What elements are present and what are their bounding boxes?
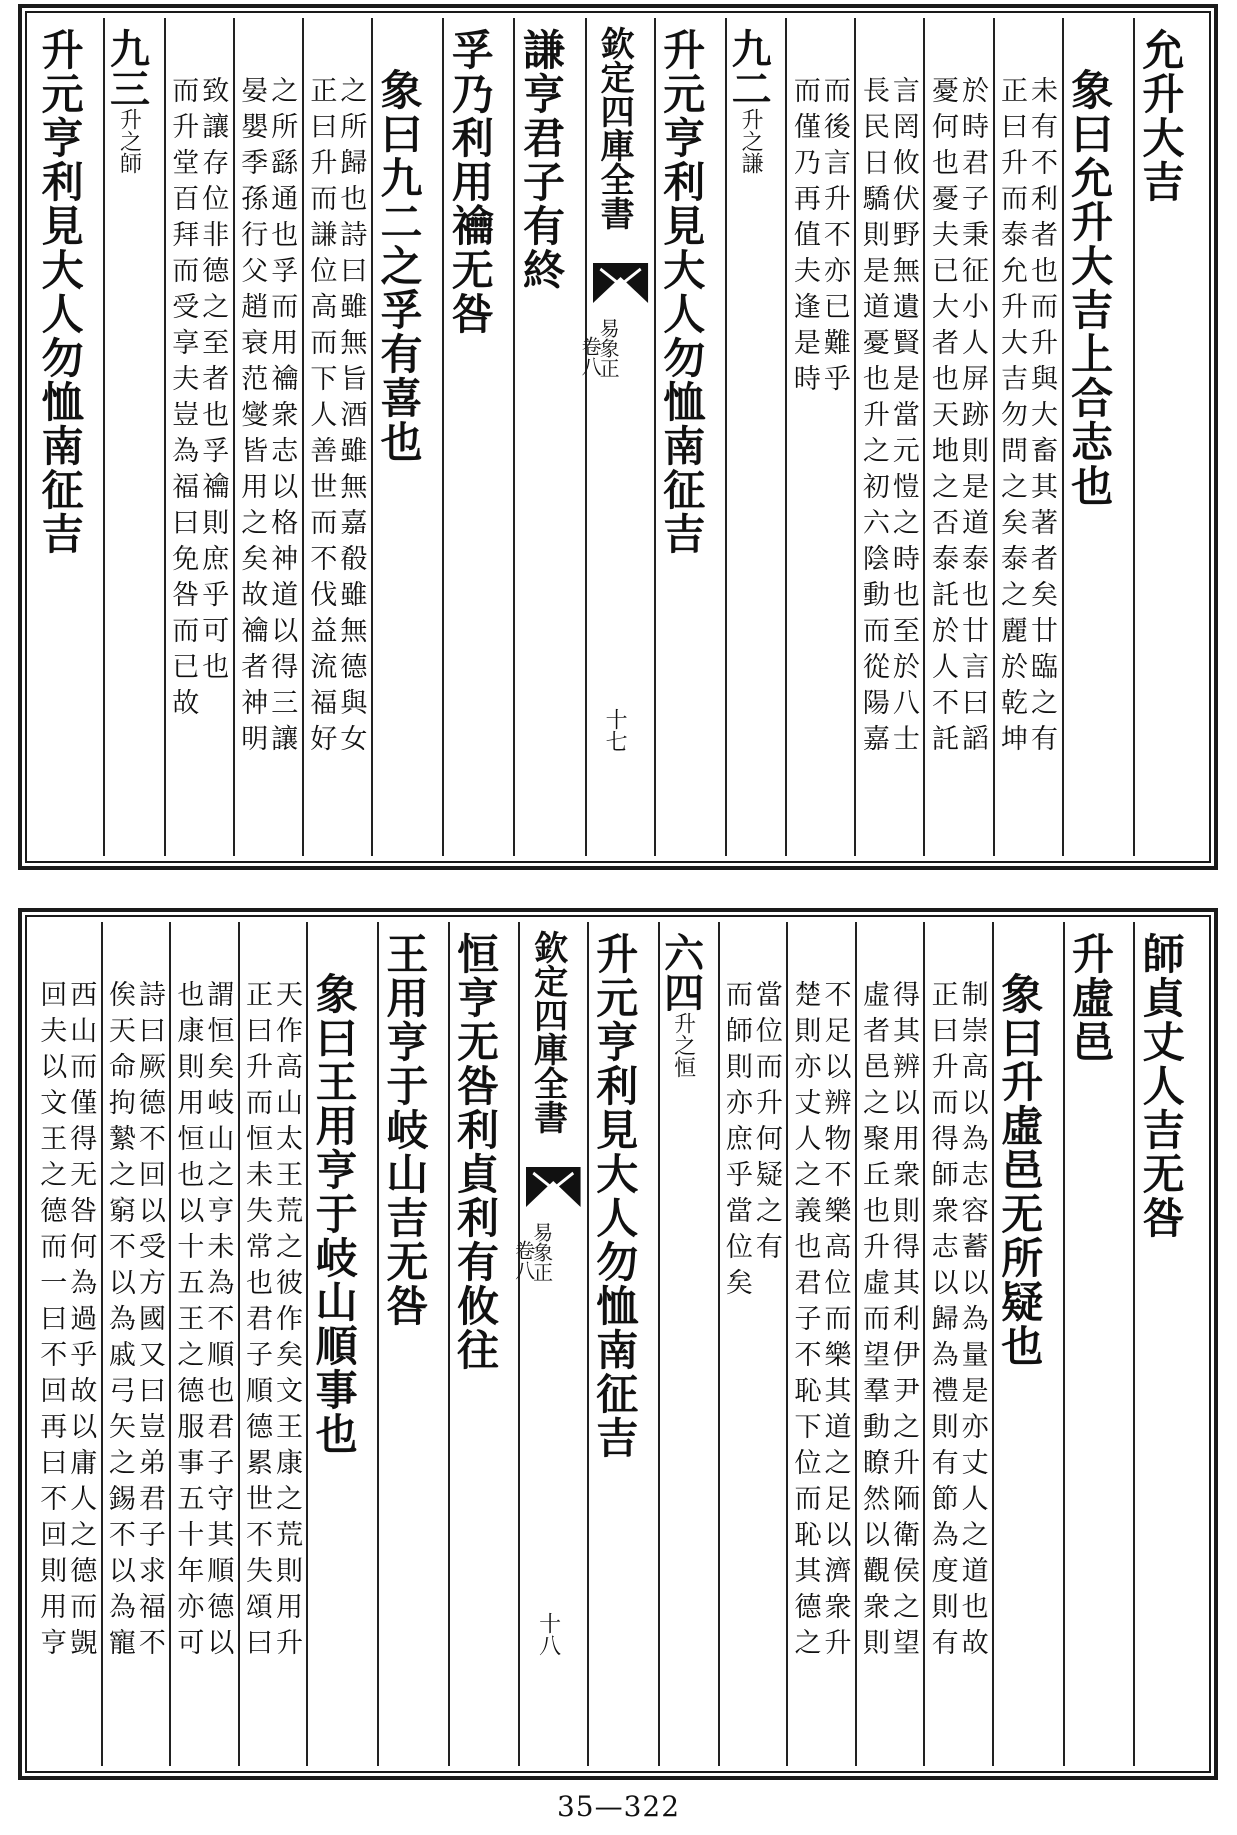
commentary-column [718,922,787,1766]
commentary-line: 正曰升而謙位高而下人善世而不伐益流福好 [305,76,337,760]
commentary-column [855,922,924,1766]
scripture-column [1062,18,1133,856]
commentary-line: 之所繇通也孚而用禴衆志以格神道以得三讓 [266,76,298,760]
commentary-line: 天作高山太王荒之彼作矣文王康之荒則用升 [270,980,302,1664]
folio-number: 十七 [602,708,628,752]
commentary-line: 而後言升不亦已難乎 [818,76,850,400]
commentary-line: 也康則用恒也以十五王之德服事五十年亦可 [172,980,204,1664]
scripture-column [1133,922,1204,1766]
scripture-column [371,18,442,856]
folio-number: 十八 [535,1612,561,1656]
scripture-column [587,922,658,1766]
commentary-line: 晏嬰季孫行父趙衰范燮皆用之矣故禴者神明 [236,76,268,760]
scripture-column [654,18,725,856]
scripture-column [1063,922,1134,1766]
main-text: 象曰允升大吉上合志也 [1065,68,1115,508]
line-label-column [725,18,785,856]
commentary-line: 未有不利者也而升與大畜其著者矣廿臨之有 [1026,76,1058,760]
commentary-line: 西山而僅得无咎何為過乎故以庸人之德而覬 [65,980,97,1664]
fishtail-ornament [593,263,648,303]
center-banner [578,18,654,856]
commentary-column [993,18,1062,856]
main-text: 謙亨君子有終 [516,28,566,292]
main-text: 允升大吉 [1136,28,1186,204]
commentary-line: 於時君子秉征小人屏跡則是道泰也廿言曰謟 [956,76,988,760]
commentary-column [786,922,855,1766]
commentary-column [854,18,923,856]
commentary-line: 謂恒矣岐山之亨未為不順也君子守其順德以 [202,980,234,1664]
commentary-line: 虛者邑之聚丘也升虛而望羣動瞭然以觀衆則 [858,980,890,1664]
main-text: 孚乃利用禴无咎 [445,28,495,336]
main-text: 升元亨利見大人勿恤南征吉 [35,28,85,556]
commentary-line: 長民日驕則是道憂也升之初六陰動而從陽嘉 [857,76,889,760]
main-text: 王用亨于岐山吉无咎 [380,932,430,1328]
commentary-line: 而升堂百拜而受享夫豈為福曰免咎而已故 [167,76,199,724]
commentary-line: 致讓存位非德之至者也孚禴則庶乎可也 [197,76,229,688]
scripture-column [377,922,448,1766]
book-name: 易象正 [529,1222,554,1282]
hexagram-note: 升之謙 [738,108,764,174]
bottom-page [18,908,1218,1780]
commentary-line: 得其辨以用衆則得其利伊尹之升陑衛侯之望 [888,980,920,1664]
line-label-column [658,922,718,1766]
top-page-columns [32,18,1204,856]
commentary-line: 正曰升而泰允升大吉勿問之矣泰之麗於乾坤 [996,76,1028,760]
line-label: 九二 [725,28,773,108]
main-text: 恒亨无咎利貞利有攸往 [451,932,501,1372]
commentary-line: 楚則亦丈人之義也君子不恥下位而恥其德之 [789,980,821,1664]
scripture-column [32,18,103,856]
hexagram-note: 升之師 [116,108,142,174]
commentary-column [238,922,307,1766]
volume-number: 卷八 [511,1240,536,1280]
main-text: 象曰升虛邑无所疑也 [995,972,1045,1368]
commentary-line: 不足以辨物不樂高位而樂其道之足以濟衆升 [819,980,851,1664]
commentary-line: 俟天命拘縶之窮不以為戚弓矢之錫不以為寵 [103,980,135,1664]
commentary-column [164,18,233,856]
fishtail-ornament [526,1167,581,1207]
commentary-line: 回夫以文王之德而一曰不回再曰不回則用亨 [35,980,67,1664]
commentary-line: 言罔攸伏野無遺賢是當元愷之時也至於八士 [887,76,919,760]
commentary-line: 正曰升而恒未失常也君子順德累世不失頌曰 [240,980,272,1664]
commentary-line: 當位而升何疑之有 [750,980,782,1268]
scripture-column [442,18,513,856]
scripture-column [306,922,377,1766]
commentary-line: 正曰升而得師衆志以歸為禮則有節為度則有 [926,980,958,1664]
line-label-column [103,18,163,856]
commentary-column [923,18,992,856]
main-text: 升元亨利見大人勿恤南征吉 [590,932,640,1460]
commentary-column [233,18,302,856]
top-page [18,4,1218,870]
commentary-line: 而僅乃再值夫逢是時 [788,76,820,400]
commentary-column [169,922,238,1766]
main-text: 象曰九二之孚有喜也 [374,68,424,464]
main-text: 師貞丈人吉无咎 [1136,932,1186,1240]
commentary-line: 憂何也憂夫已大者也天地之否泰託於人不託 [926,76,958,760]
commentary-column [101,922,170,1766]
main-text: 象曰王用亨于岐山順事也 [309,972,359,1456]
bottom-page-columns [32,922,1204,1766]
main-text: 升虛邑 [1065,932,1115,1064]
commentary-line: 制崇高以為志容蓄以為量是亦丈人之道也故 [956,980,988,1664]
scripture-column [992,922,1063,1766]
volume-number: 卷八 [578,336,603,376]
scripture-column [448,922,519,1766]
commentary-line: 而師則亦庶乎當位矣 [720,980,752,1304]
commentary-column [785,18,854,856]
page-number-footer: 35—322 [556,1790,681,1823]
hexagram-note: 升之恒 [670,1012,696,1078]
commentary-line: 詩曰厥德不回以受方國又曰豈弟君子求福不 [133,980,165,1664]
scripture-column [513,18,584,856]
banner-title: 欽定四庫全書 [527,930,568,1134]
main-text: 升元亨利見大人勿恤南征吉 [657,28,707,556]
center-banner [511,922,587,1766]
commentary-column [923,922,992,1766]
scripture-column [1133,18,1204,856]
book-name: 易象正 [596,318,621,378]
commentary-column [32,922,101,1766]
banner-title: 欽定四庫全書 [594,26,635,230]
line-label: 九三 [103,28,151,108]
commentary-line: 之所歸也詩曰雖無旨酒雖無嘉殽雖無德與女 [335,76,367,760]
line-label: 六四 [657,932,705,1012]
commentary-column [302,18,371,856]
